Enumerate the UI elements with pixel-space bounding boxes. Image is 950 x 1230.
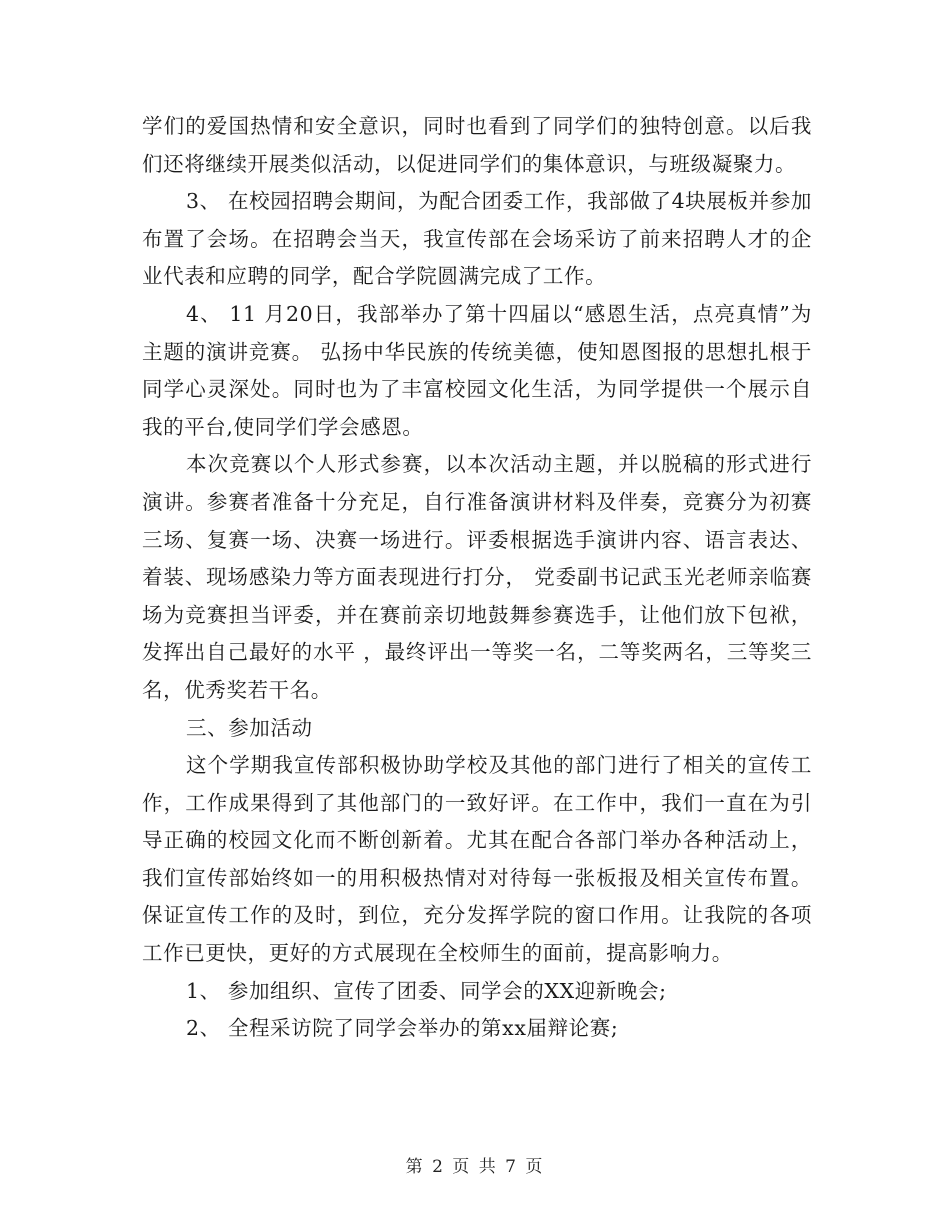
paragraph-item-4: 4、 11 月20日，我部举办了第十四届以“感恩生活，点亮真情”为主题的演讲竞赛。 弘扬中华民族的传统美德，使知恩图报的思想扎根于同学心灵深处。同时也为了丰富校园文化生活，为同学提供一个展示自我的平台,使同学们学会感恩。 [142,301,812,439]
document-body [142,108,812,1048]
section-heading-activities: 三、参加活动 [186,715,313,740]
paragraph-activities: 这个学期我宣传部积极协助学校及其他的部门进行了相关的宣传工作，工作成果得到了其他部门的一致好评。在工作中，我们一直在为引导正确的校园文化而不断创新着。尤其在配合各部门举办各种活动上，我们宣传部始终如一的用积极热情对对待每一张板报及相关宣传布置。保证宣传工作的及时，到位，充分发挥学院的窗口作用。让我院的各项工作已更快，更好的方式展现在全校师生的面前，提高影响力。 [142,753,812,966]
paragraph-item-3: 3、 在校园招聘会期间，为配合团委工作，我部做了4块展板并参加布置了会场。在招聘会当天，我宣传部在会场采访了前来招聘人才的企业代表和应聘的同学，配合学院圆满完成了工作。 [142,189,812,289]
list-item-1: 1、 参加组织、宣传了团委、同学会的XX迎新晚会; [186,978,667,1003]
list-item-2: 2、 全程采访院了同学会举办的第xx届辩论赛; [186,1016,619,1041]
paragraph-continuation: 学们的爱国热情和安全意识，同时也看到了同学们的独特创意。以后我们还将继续开展类似活动，以促进同学们的集体意识，与班级凝聚力。 [142,114,812,176]
page-number: 第 2 页 共 7 页 [405,1157,545,1177]
paragraph-competition: 本次竞赛以个人形式参赛，以本次活动主题，并以脱稿的形式进行演讲。参赛者准备十分充足，自行准备演讲材料及伴奏，竞赛分为初赛三场、复赛一场、决赛一场进行。评委根据选手演讲内容、语言表达、着装、现场感染力等方面表现进行打分， 党委副书记武玉光老师亲临赛场为竞赛担当评委，并在赛前亲切地鼓舞参赛选手，让他们放下包袱，发挥出自己最好的水平 ，最终评出一等奖一名，二等奖两名，三等奖三名，优秀奖若干名。 [142,452,812,702]
